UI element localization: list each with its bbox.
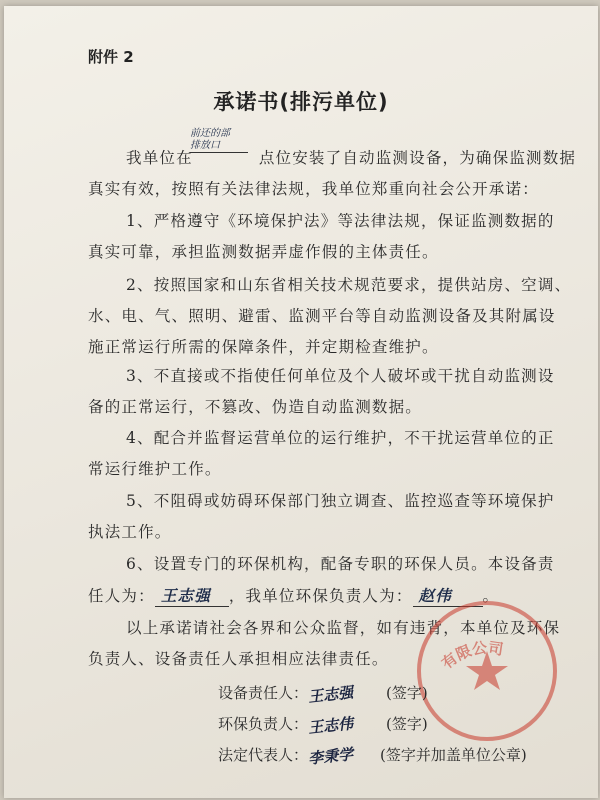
intro-part2: 点位安装了自动监测设备，为确保监测数据 [258, 149, 577, 167]
intro-line-2: 真实有效，按照有关法律法规，我单位郑重向社会公开承诺： [88, 180, 539, 198]
seal-text: 有限公司 [438, 638, 505, 673]
handwritten-equipment-person: 王志强 [155, 584, 229, 607]
annex-label: 附件 2 [88, 48, 134, 66]
equipment-signature-note: (签字) [386, 684, 428, 702]
item4-line1: 4、配合并监督运营单位的运行维护，不干扰运营单位的正 [126, 429, 555, 447]
item3-line1: 3、不直接或不指使任何单位及个人破坏或干扰自动监测设 [126, 367, 555, 385]
item3-line2: 备的正常运行，不篡改、伪造自动监测数据。 [88, 398, 423, 416]
signature-row-legal [218, 744, 527, 768]
document-title: 承诺书(排污单位) [213, 90, 389, 114]
env-signature: 王志伟 [307, 714, 354, 738]
legal-signature-note: (签字并加盖单位公章) [380, 746, 527, 764]
item6-line1: 6、设置专门的环保机构，配备专职的环保人员。本设备责 [126, 555, 555, 573]
intro-part1: 我单位在 [126, 149, 193, 167]
legal-signature-label: 法定代表人： [218, 746, 309, 764]
company-seal [412, 596, 562, 746]
equipment-signature-label: 设备责任人： [218, 684, 309, 702]
item5-line2: 执法工作。 [88, 523, 172, 541]
env-signature-label: 环保负责人： [218, 715, 309, 733]
item6-part-b: ，我单位环保负责人为： [228, 587, 413, 605]
item5-line1: 5、不阻碍或妨碍环保部门独立调查、监控巡查等环境保护 [126, 492, 555, 510]
document-page [4, 6, 598, 798]
equipment-signature: 王志强 [307, 683, 354, 707]
item2-line3: 施正常运行所需的保障条件，并定期检查维护。 [88, 338, 439, 356]
env-signature-note: (签字) [386, 715, 428, 733]
signature-row-env [218, 713, 428, 738]
item2-line2: 水、电、气、照明、避雷、监测平台等自动监测设备及其附属设 [88, 307, 556, 325]
handwritten-env-person: 赵伟 [413, 584, 483, 607]
item6-part-a: 任人为： [88, 587, 155, 605]
item6-part-c: 。 [482, 587, 500, 605]
signature-row-equipment [218, 682, 428, 707]
handwritten-site-line2: 排放口 [190, 140, 248, 153]
legal-signature: 李秉学 [307, 745, 354, 768]
closing-line2: 负责人、设备责任人承担相应法律责任。 [88, 650, 389, 668]
item2-line1: 2、按照国家和山东省相关技术规范要求，提供站房、空调、 [126, 276, 572, 294]
handwritten-site-line1: 前还的部 [190, 128, 230, 139]
closing-line1: 以上承诺请社会各界和公众监督，如有违背，本单位及环保 [126, 619, 561, 637]
item1-line1: 1、严格遵守《环境保护法》等法律法规，保证监测数据的 [126, 212, 555, 230]
item4-line2: 常运行维护工作。 [88, 460, 222, 478]
intro-line-1 [126, 146, 576, 168]
item1-line2: 真实可靠，承担监测数据弄虚作假的主体责任。 [88, 243, 439, 261]
